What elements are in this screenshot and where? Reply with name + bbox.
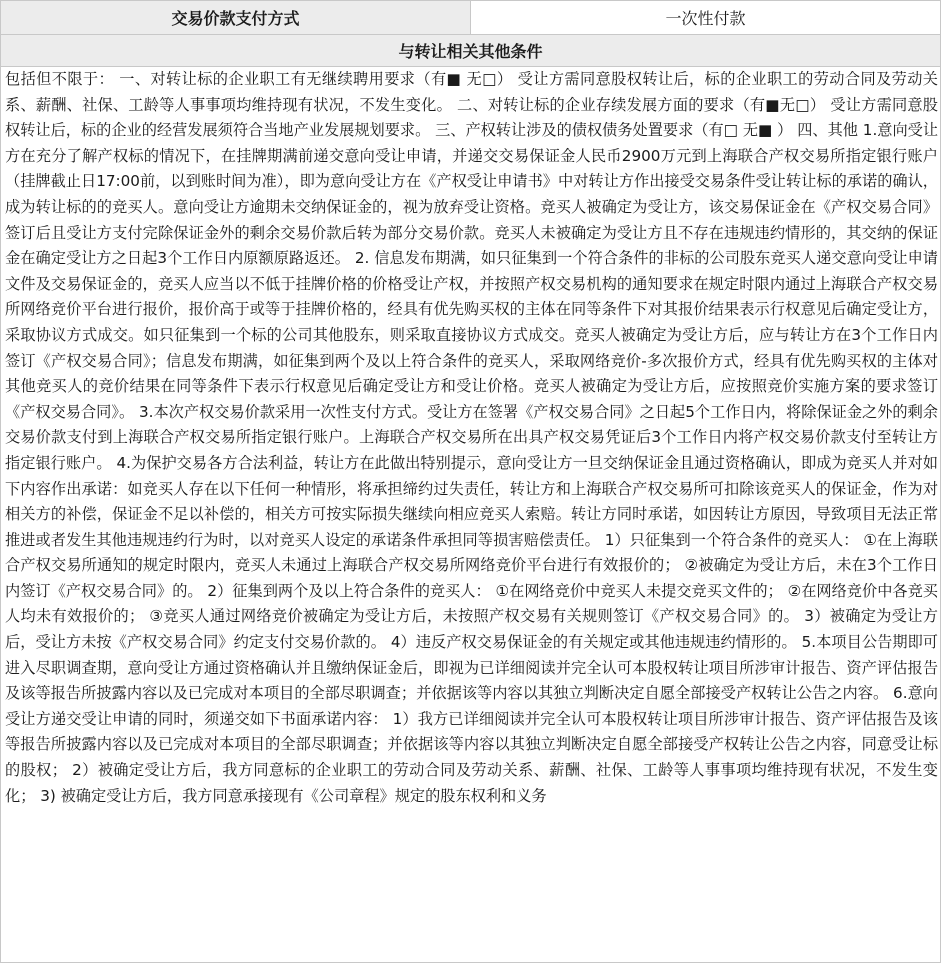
- other-conditions-header: 与转让相关其他条件: [1, 35, 940, 67]
- payment-method-row: [1, 1, 940, 35]
- other-conditions-text: 包括但不限于： 一、对转让标的企业职工有无继续聘用要求（有■ 无□） 受让方需同意股权转让后，标的企业职工的劳动合同及劳动关系、薪酬、社保、工龄等人事事项均维持现有状况，不发生变化。 二、对转让标的企业存续发展方面的要求（有■无□） 受让方需同意股权转让后，标的企业的经营发展须符合当地产业发展规划要求。 三、产权转让涉及的债权债务处置要求（有□ 无■ ） 四、其他 1.意向受让方在充分了解产权标的情况下，在挂牌期满前递交意向受让申请，并递交交易保证金人民币2900万元到上海联合产权交易所指定银行账户（挂牌截止日17:00前，以到账时间为准），即为意向受让方在《产权受让申请书》中对转让方作出接受交易条件受让转让标的承诺的确认，成为转让标的的竞买人。意向受让方逾期未交纳保证金的，视为放弃受让资格。竞买人被确定为受让方，该交易保证金在《产权交易合同》签订后且受让方支付完除保证金外的剩余交易价款后转为部分交易价款。竞买人未被确定为受让方且不存在违规违约情形的，其交纳的保证金在确定受让方之日起3个工作日内原额原路返还。 2. 信息发布期满，如只征集到一个符合条件的非标的公司股东竞买人递交意向受让申请文件及交易保证金的，竞买人应当以不低于挂牌价格的价格受让产权，并按照产权交易机构的通知要求在规定时限内通过上海联合产权交易所网络竞价平台进行报价，报价高于或等于挂牌价格的，经具有优先购买权的主体在同等条件下对其报价结果表示行权意见后确定受让方，采取协议方式成交。如只征集到一个标的公司其他股东，则采取直接协议方式成交。竞买人被确定为受让方后，应与转让方在3个工作日内签订《产权交易合同》；信息发布期满，如征集到两个及以上符合条件的竞买人，采取网络竞价-多次报价方式，经具有优先购买权的主体对其他竞买人的竞价结果在同等条件下表示行权意见后确定受让方和受让价格。竞买人被确定为受让方后，应按照竞价实施方案的要求签订《产权交易合同》。 3.本次产权交易价款采用一次性支付方式。受让方在签署《产权交易合同》之日起5个工作日内，将除保证金之外的剩余交易价款支付到上海联合产权交易所指定银行账户。上海联合产权交易所在出具产权交易凭证后3个工作日内将产权交易价款支付至转让方指定银行账户。 4.为保护交易各方合法利益，转让方在此做出特别提示，意向受让方一旦交纳保证金且通过资格确认，即成为竞买人并对如下内容作出承诺：如竞买人存在以下任何一种情形，将承担缔约过失责任，转让方和上海联合产权交易所可扣除该竞买人的保证金，作为对相关方的补偿，保证金不足以补偿的，相关方可按实际损失继续向相应竞买人索赔。转让方同时承诺，如因转让方原因，导致项目无法正常推进或者发生其他违规违约行为时，以对竞买人设定的承诺条件承担同等损害赔偿责任。 1）只征集到一个符合条件的竞买人： ①在上海联合产权交易所通知的规定时限内，竞买人未通过上海联合产权交易所网络竞价平台进行有效报价的； ②被确定为受让方后，未在3个工作日内签订《产权交易合同》的。 2）征集到两个及以上符合条件的竞买人： ①在网络竞价中竞买人未提交竞买文件的； ②在网络竞价中各竞买人均未有效报价的； ③竞买人通过网络竞价被确定为受让方后，未按照产权交易有关规则签订《产权交易合同》的。 3）被确定为受让方后，受让方未按《产权交易合同》约定支付交易价款的。 4）违反产权交易保证金的有关规定或其他违规违约情形的。 5.本项目公告期即可进入尽职调查期，意向受让方通过资格确认并且缴纳保证金后，即视为已详细阅读并完全认可本股权转让项目所涉审计报告、资产评估报告及该等报告所披露内容以及已完成对本项目的全部尽职调查；并依据该等内容以其独立判断决定自愿全部接受产权转让公告之内容。 6.意向受让方递交受让申请的同时，须递交如下书面承诺内容： 1）我方已详细阅读并完全认可本股权转让项目所涉审计报告、资产评估报告及该等报告所披露内容以及已完成对本项目的全部尽职调查；并依据该等内容以其独立判断决定自愿全部接受产权转让公告之内容，同意受让标的股权； 2）被确定受让方后，我方同意标的企业职工的劳动合同及劳动关系、薪酬、社保、工龄等人事事项均维持现有状况，不发生变化； 3) 被确定受让方后，我方同意承接现有《公司章程》规定的股东权利和义务: [5, 70, 938, 805]
- payment-method-value: 一次性付款: [471, 1, 940, 34]
- payment-method-label: 交易价款支付方式: [1, 1, 471, 34]
